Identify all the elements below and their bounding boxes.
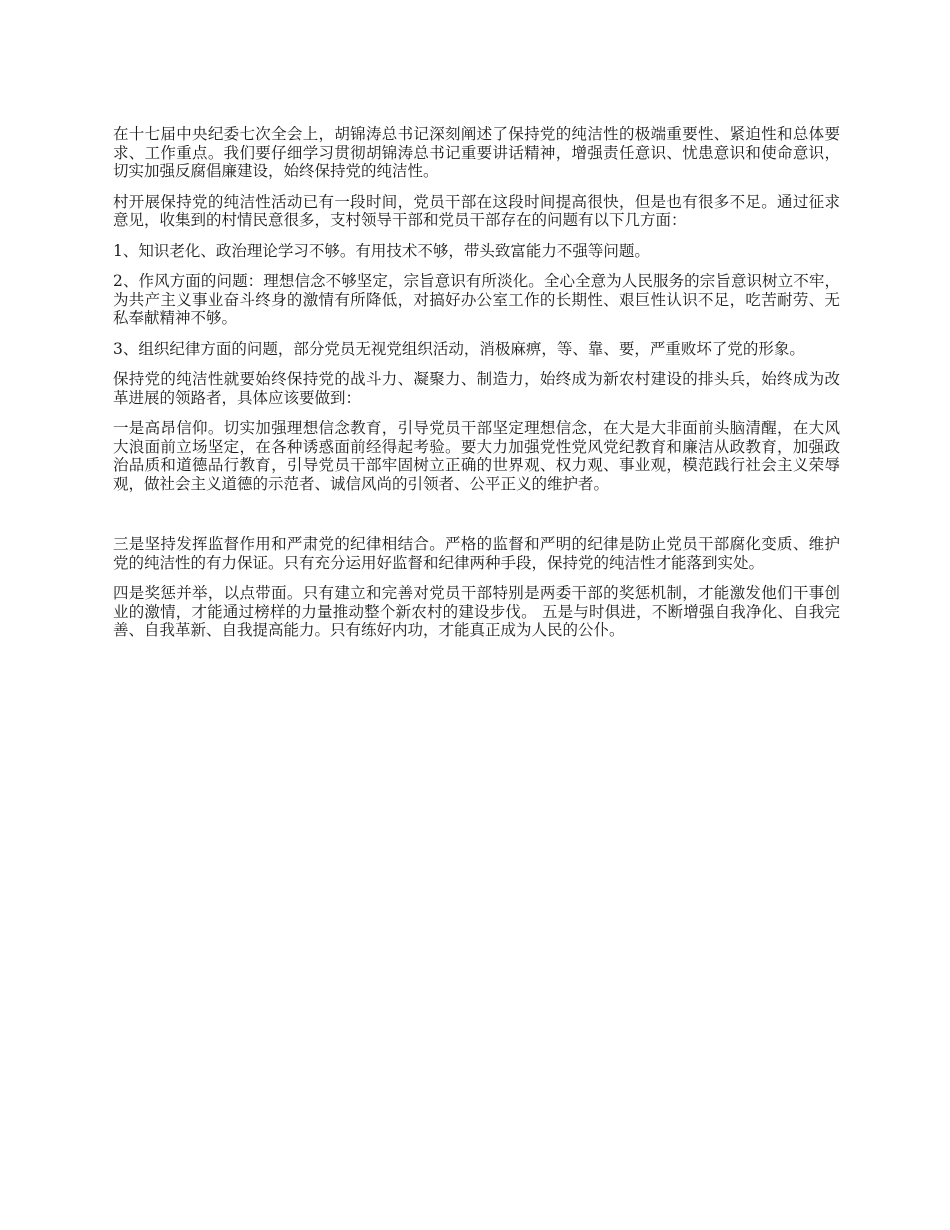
paragraph-purity-goal: 保持党的纯洁性就要始终保持党的战斗力、凝聚力、制造力，始终成为新农村建设的排头兵，始终成为改革进展的领路者，具体应该要做到：	[113, 370, 840, 407]
paragraph-gap	[113, 505, 840, 535]
paragraph-point-1: 一是高昂信仰。切实加强理想信念教育，引导党员干部坚定理想信念，在大是大非面前头脑清醒，在大风大浪面前立场坚定，在各种诱惑面前经得起考验。要大力加强党性党风党纪教育和廉洁从政教育，加强政治品质和道德品行教育，引导党员干部牢固树立正确的世界观、权力观、事业观，模范践行社会主义荣辱观，做社会主义道德的示范者、诚信风尚的引领者、公平正义的维护者。	[113, 419, 840, 493]
paragraph-point-4-5: 四是奖惩并举，以点带面。只有建立和完善对党员干部特别是两委干部的奖惩机制，才能激发他们干事创业的激情，才能通过榜样的力量推动整个新农村的建设步伐。 五是与时俱进，不断增强自我净化、自我完善、自我革新、自我提高能力。只有练好内功，才能真正成为人民的公仆。	[113, 584, 840, 639]
paragraph-issue-1: 1、知识老化、政治理论学习不够。有用技术不够，带头致富能力不强等问题。	[113, 241, 650, 260]
paragraph-village-status: 村开展保持党的纯洁性活动已有一段时间，党员干部在这段时间提高很快，但是也有很多不足。通过征求意见，收集到的村情民意很多，支村领导干部和党员干部存在的问题有以下几方面：	[113, 192, 840, 229]
paragraph-point-3: 三是坚持发挥监督作用和严肃党的纪律相结合。严格的监督和严明的纪律是防止党员干部腐化变质、维护党的纯洁性的有力保证。只有充分运用好监督和纪律两种手段，保持党的纯洁性才能落到实处。	[113, 535, 840, 572]
paragraph-issue-3: 3、组织纪律方面的问题，部分党员无视党组织活动，消极麻痹，等、靠、要，严重败坏了党的形象。	[113, 339, 805, 358]
paragraph-issue-2: 2、作风方面的问题：理想信念不够坚定，宗旨意识有所淡化。全心全意为人民服务的宗旨意识树立不牢，为共产主义事业奋斗终身的激情有所降低，对搞好办公室工作的长期性、艰巨性认识不足，吃苦耐劳、无私奉献精神不够。	[113, 272, 840, 327]
document-body	[113, 125, 840, 652]
paragraph-intro: 在十七届中央纪委七次全会上，胡锦涛总书记深刻阐述了保持党的纯洁性的极端重要性、紧迫性和总体要求、工作重点。我们要仔细学习贯彻胡锦涛总书记重要讲话精神，增强责任意识、忧患意识和使命意识，切实加强反腐倡廉建设，始终保持党的纯洁性。	[113, 125, 840, 180]
